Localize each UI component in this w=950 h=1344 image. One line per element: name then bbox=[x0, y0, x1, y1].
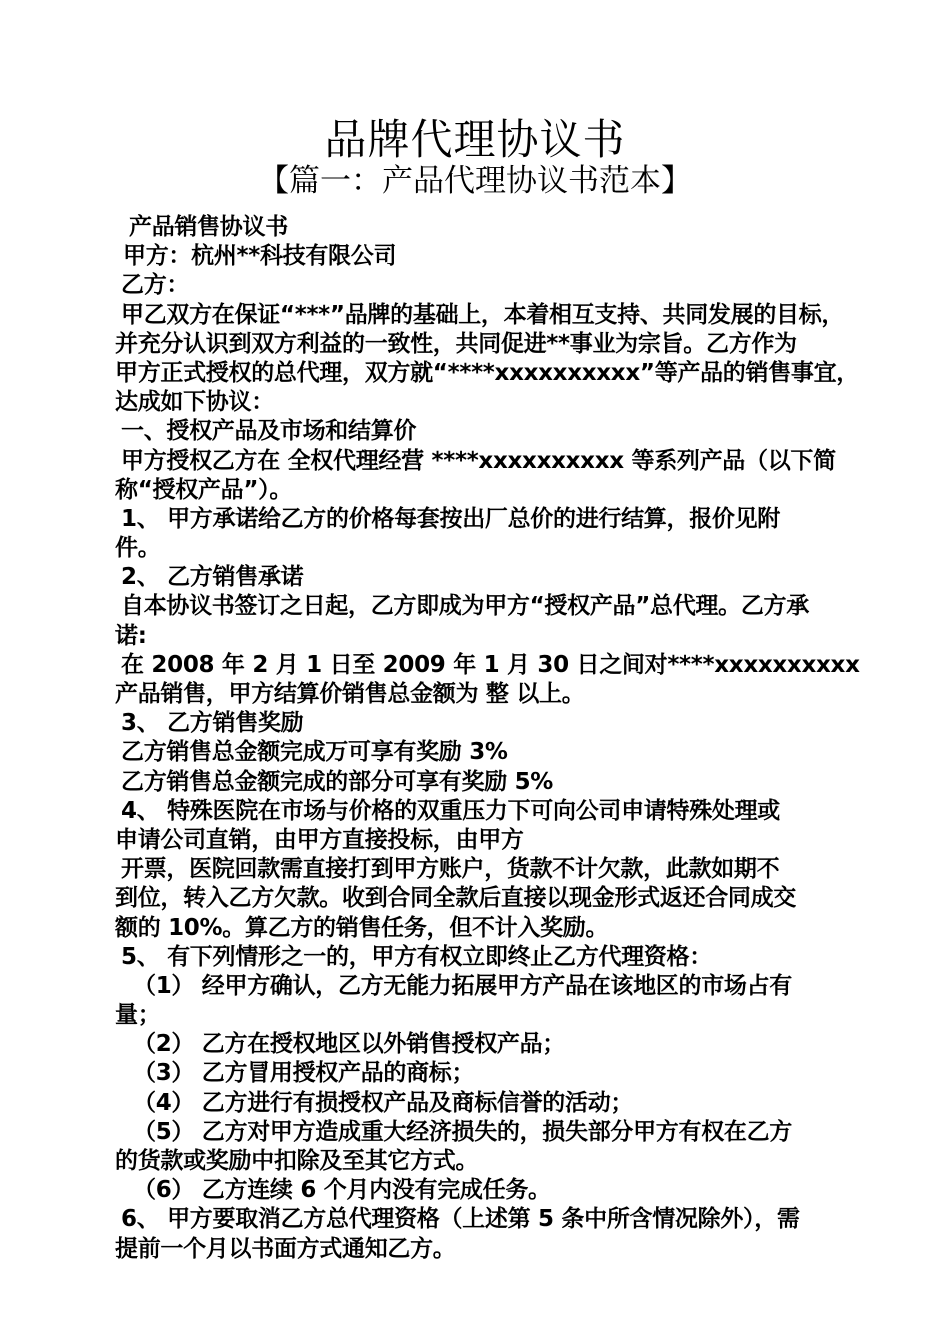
paragraph-line: 申请公司直销，由甲方直接投标，由甲方 bbox=[115, 826, 524, 853]
paragraph-line: 诺: bbox=[115, 622, 147, 649]
section-heading: 2、 乙方销售承诺 bbox=[121, 564, 304, 591]
paragraph-line: 甲乙双方在保证“***”品牌的基础上，本着相互支持、共同发展的目标， bbox=[121, 301, 845, 328]
paragraph-line: 甲方授权乙方在 全权代理经营 ****xxxxxxxxxx 等系列产品（以下简 bbox=[121, 447, 836, 474]
list-item: （4） 乙方进行有损授权产品及商标信誉的活动； bbox=[133, 1089, 634, 1116]
paragraph-line: 称“授权产品”）。 bbox=[115, 476, 293, 503]
paragraph-line: 到位，转入乙方欠款。收到合同全款后直接以现金形式返还合同成交 bbox=[115, 885, 797, 912]
paragraph-line: 4、 特殊医院在市场与价格的双重压力下可向公司申请特殊处理或 bbox=[121, 797, 781, 824]
paragraph-line: 1、 甲方承诺给乙方的价格每套按出厂总价的进行结算，报价见附 bbox=[121, 505, 781, 532]
paragraph-line: 甲方：杭州**科技有限公司 bbox=[123, 243, 397, 270]
paragraph-line: 产品销售协议书 bbox=[129, 214, 288, 240]
paragraph-line: 提前一个月以书面方式通知乙方。 bbox=[115, 1235, 456, 1262]
paragraph-line: 开票，医院回款需直接打到甲方账户，货款不计欠款，此款如期不 bbox=[121, 856, 780, 883]
list-item: 的货款或奖励中扣除及至其它方式。 bbox=[115, 1148, 479, 1174]
paragraph-line: 并充分认识到双方利益的一致性，共同促进**事业为宗旨。乙方作为 bbox=[115, 330, 797, 357]
section-heading: 一、授权产品及市场和结算价 bbox=[121, 418, 417, 445]
list-item: （2） 乙方在授权地区以外销售授权产品； bbox=[133, 1031, 566, 1058]
paragraph-line: 在 2008 年 2 月 1 日至 2009 年 1 月 30 日之间对****xxxxxxxxxx bbox=[121, 651, 860, 678]
paragraph-line: 乙方： bbox=[121, 272, 190, 299]
list-item: （1） 经甲方确认，乙方无能力拓展甲方产品在该地区的市场占有 bbox=[133, 972, 793, 999]
list-item: （5） 乙方对甲方造成重大经济损失的，损失部分甲方有权在乙方 bbox=[133, 1118, 793, 1145]
paragraph-line: 乙方销售总金额完成万可享有奖励 3% bbox=[121, 739, 508, 766]
paragraph-line: 乙方销售总金额完成的部分可享有奖励 5% bbox=[121, 768, 554, 795]
document-body bbox=[115, 213, 860, 1264]
document-subtitle: 【篇一：产品代理协议书范本】 bbox=[258, 163, 692, 199]
list-item: 量； bbox=[115, 1002, 161, 1029]
paragraph-line: 额的 10%。算乙方的销售任务，但不计入奖励。 bbox=[115, 914, 609, 941]
paragraph-line: 件。 bbox=[115, 535, 161, 562]
paragraph-line: 6、 甲方要取消乙方总代理资格（上述第 5 条中所含情况除外），需 bbox=[121, 1206, 800, 1233]
paragraph-line: 达成如下协议： bbox=[115, 389, 274, 416]
paragraph-line: 产品销售，甲方结算价销售总金额为 整 以上。 bbox=[115, 681, 585, 707]
paragraph-line: 自本协议书签订之日起，乙方即成为甲方“授权产品”总代理。乙方承 bbox=[121, 593, 809, 620]
paragraph-line: 5、 有下列情形之一的，甲方有权立即终止乙方代理资格： bbox=[121, 943, 712, 970]
document-title: 品牌代理协议书 bbox=[324, 115, 626, 164]
paragraph-line: 甲方正式授权的总代理，双方就“****xxxxxxxxxx”等产品的销售事宜， bbox=[115, 359, 859, 386]
section-heading: 3、 乙方销售奖励 bbox=[121, 710, 304, 737]
list-item: （3） 乙方冒用授权产品的商标； bbox=[133, 1060, 475, 1087]
list-item: （6） 乙方连续 6 个月内没有完成任务。 bbox=[133, 1177, 551, 1204]
